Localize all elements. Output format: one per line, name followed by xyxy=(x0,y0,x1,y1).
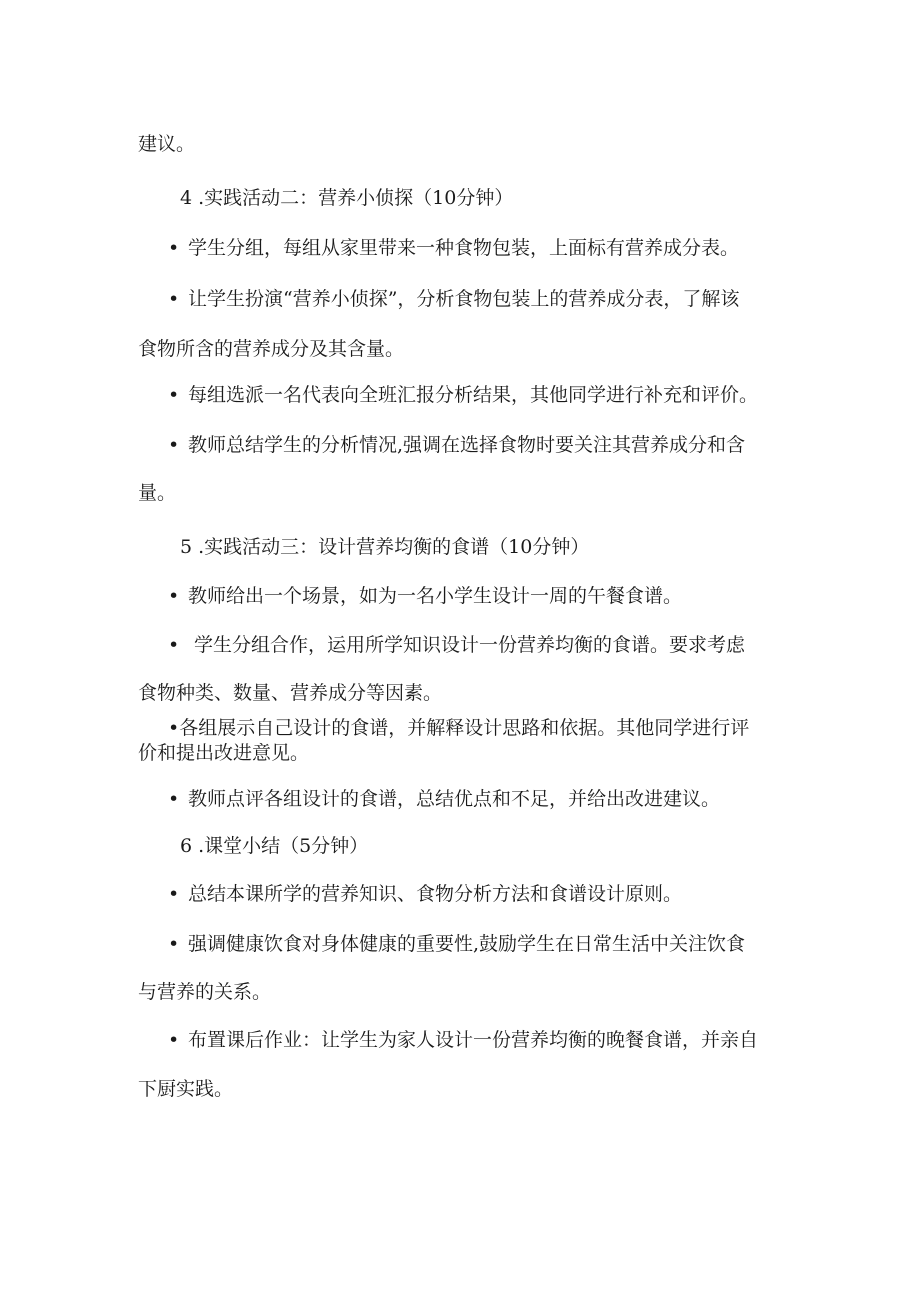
bullet-icon: • xyxy=(168,434,180,456)
section-heading-4: 4 .实践活动二：营养小侦探（10分钟） xyxy=(180,187,514,209)
list-item-continuation: 食物种类、数量、营养成分等因素。 xyxy=(138,682,443,704)
list-item-text: 布置课后作业：让学生为家人设计一份营养均衡的晚餐食谱，并亲自 xyxy=(188,1029,759,1051)
bullet-icon: • xyxy=(168,1029,180,1051)
list-item xyxy=(168,236,739,260)
list-item-text: 教师给出一个场景，如为一名小学生设计一周的午餐食谱。 xyxy=(188,585,683,607)
list-item-text: 让学生扮演“营养小侦探”，分析食物包装上的营养成分表，了解该 xyxy=(188,288,740,310)
bullet-icon: • xyxy=(168,933,180,955)
list-item xyxy=(168,882,682,906)
list-item xyxy=(168,932,745,956)
paragraph-continuation: 建议。 xyxy=(138,133,196,155)
bullet-icon: • xyxy=(168,634,180,656)
list-item xyxy=(168,383,758,407)
list-item-text: 每组选派一名代表向全班汇报分析结果，其他同学进行补充和评价。 xyxy=(188,384,759,406)
list-item-text: 总结本课所学的营养知识、食物分析方法和食谱设计原则。 xyxy=(188,883,683,905)
list-item-text: 强调健康饮食对身体健康的重要性,鼓励学生在日常生活中关注饮食 xyxy=(188,933,746,955)
list-item-text: 学生分组合作，运用所学知识设计一份营养均衡的食谱。要求考虑 xyxy=(194,634,746,656)
list-item: •各组展示自己设计的食谱，并解释设计思路和依据。其他同学进行评 xyxy=(168,717,750,739)
list-item xyxy=(168,1028,758,1052)
bullet-icon: • xyxy=(168,585,180,607)
section-heading-6: 6 .课堂小结（5分钟） xyxy=(180,835,369,857)
list-item-continuation: 量。 xyxy=(138,482,177,504)
bullet-icon: • xyxy=(168,788,180,810)
list-item-text: 教师总结学生的分析情况,强调在选择食物时要关注其营养成分和含 xyxy=(188,434,746,456)
list-item-continuation: 与营养的关系。 xyxy=(138,981,272,1003)
list-item xyxy=(168,287,739,311)
list-item xyxy=(168,433,745,457)
list-item xyxy=(168,584,682,608)
bullet-icon: • xyxy=(168,883,180,905)
list-item xyxy=(168,787,720,811)
list-item-continuation: 食物所含的营养成分及其含量。 xyxy=(138,338,405,360)
list-item-continuation: 下厨实践。 xyxy=(138,1078,234,1100)
list-item xyxy=(168,633,745,657)
bullet-icon: • xyxy=(168,384,180,406)
list-item-continuation: 价和提出改进意见。 xyxy=(138,742,310,764)
list-item-text: 教师点评各组设计的食谱，总结优点和不足，并给出改进建议。 xyxy=(188,788,721,810)
section-heading-5: 5 .实践活动三：设计营养均衡的食谱（10分钟） xyxy=(180,536,590,558)
bullet-icon: • xyxy=(168,288,180,310)
list-item-text: 学生分组，每组从家里带来一种食物包装，上面标有营养成分表。 xyxy=(188,237,740,259)
bullet-icon: • xyxy=(168,237,180,259)
